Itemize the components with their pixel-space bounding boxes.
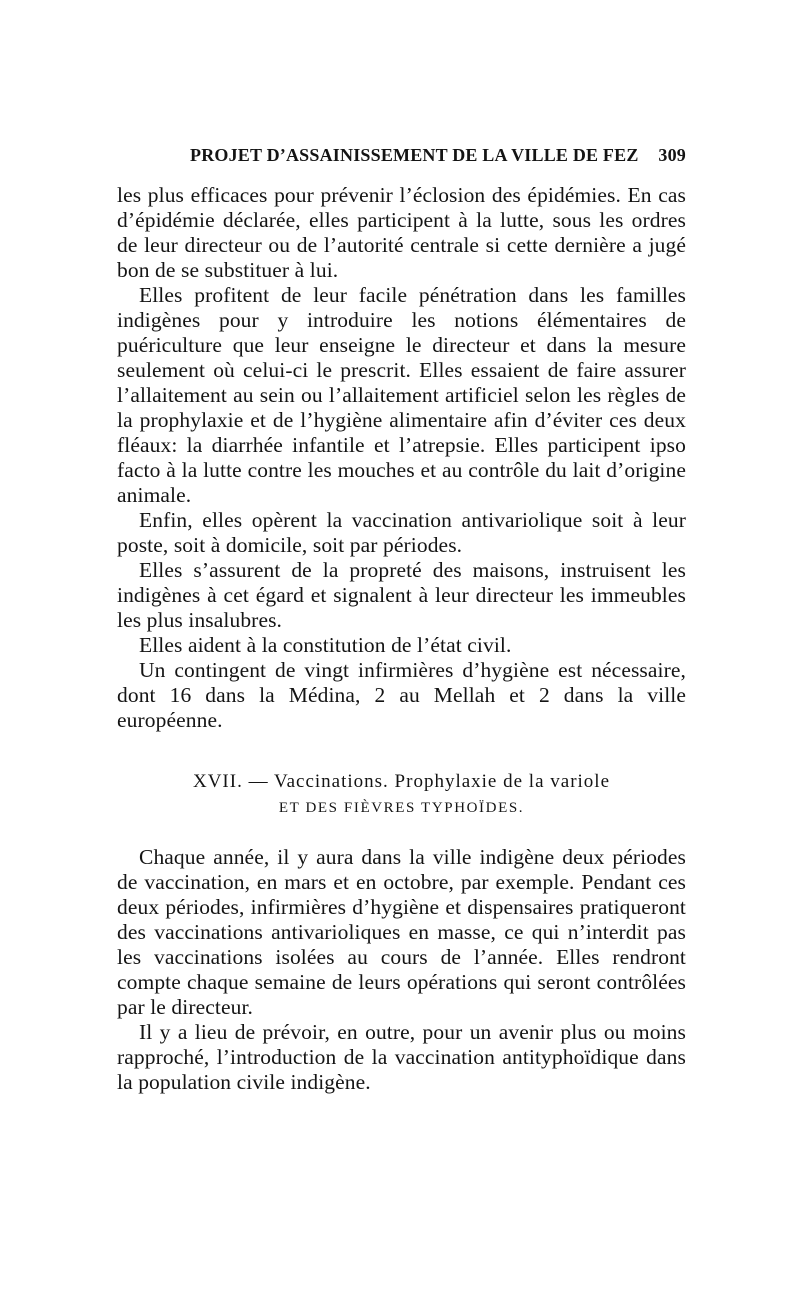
section-heading-line-2: ET DES FIÈVRES TYPHOÏDES. [278,800,525,816]
main-text-block [117,183,686,733]
paragraph-continuation: les plus efficaces pour prévenir l’éclosion des épidémies. En cas d’épidémie déclarée, elles participent à la lutte, sous les ordres de leur directeur ou de l’autorité centrale si cette dernière a jugé bon de se substituer à lui. [117,183,686,282]
section-heading [117,769,686,821]
paragraph-contingent: Un contingent de vingt infirmières d’hygiène est nécessaire, dont 16 dans la Médina, 2 au Mellah et 2 dans la ville européenne. [117,658,686,732]
paragraph-periodes: Chaque année, il y aura dans la ville indigène deux périodes de vaccination, en mars et en octobre, par exemple. Pendant ces deux périodes, infirmières d’hygiène et dispensaires pratiqueront des vaccinations antivarioliques en masse, ce qui n’interdit pas les vaccinations isolées au cours de l’année. Elles rendront compte chaque semaine de leurs opérations qui seront contrôlées par le directeur. [117,845,686,1019]
paragraph-etat-civil: Elles aident à la constitution de l’état civil. [139,633,512,657]
running-header [190,145,686,169]
section-heading-line-1: XVII. — Vaccinations. Prophylaxie de la variole [192,771,611,792]
page-number: 309 [658,145,686,165]
section-text-block [117,845,686,1095]
paragraph-vaccination: Enfin, elles opèrent la vaccination antivariolique soit à leur poste, soit à domicile, soit par périodes. [117,508,686,557]
paragraph-puericulture: Elles profitent de leur facile pénétration dans les familles indigènes pour y introduire les notions élémentaires de puériculture que leur enseigne le directeur et dans la mesure seulement où celui-ci le prescrit. Elles essaient de faire assurer l’allaitement au sein ou l’allaitement artificiel selon les règles de la prophylaxie et de l’hygiène alimentaire afin d’éviter ces deux fléaux: la diarrhée infantile et l’atrepsie. Elles participent ipso facto à la lutte contre les mouches et au contrôle du lait d’origine animale. [117,283,686,507]
paragraph-proprete: Elles s’assurent de la propreté des maisons, instruisent les indigènes à cet égard et signalent à leur directeur les immeubles les plus insalubres. [117,558,686,632]
paragraph-typhoide: Il y a lieu de prévoir, en outre, pour un avenir plus ou moins rapproché, l’introduction de la vaccination antityphoïdique dans la population civile indigène. [117,1020,686,1094]
running-title: PROJET D’ASSAINISSEMENT DE LA VILLE DE FEZ [190,145,639,165]
